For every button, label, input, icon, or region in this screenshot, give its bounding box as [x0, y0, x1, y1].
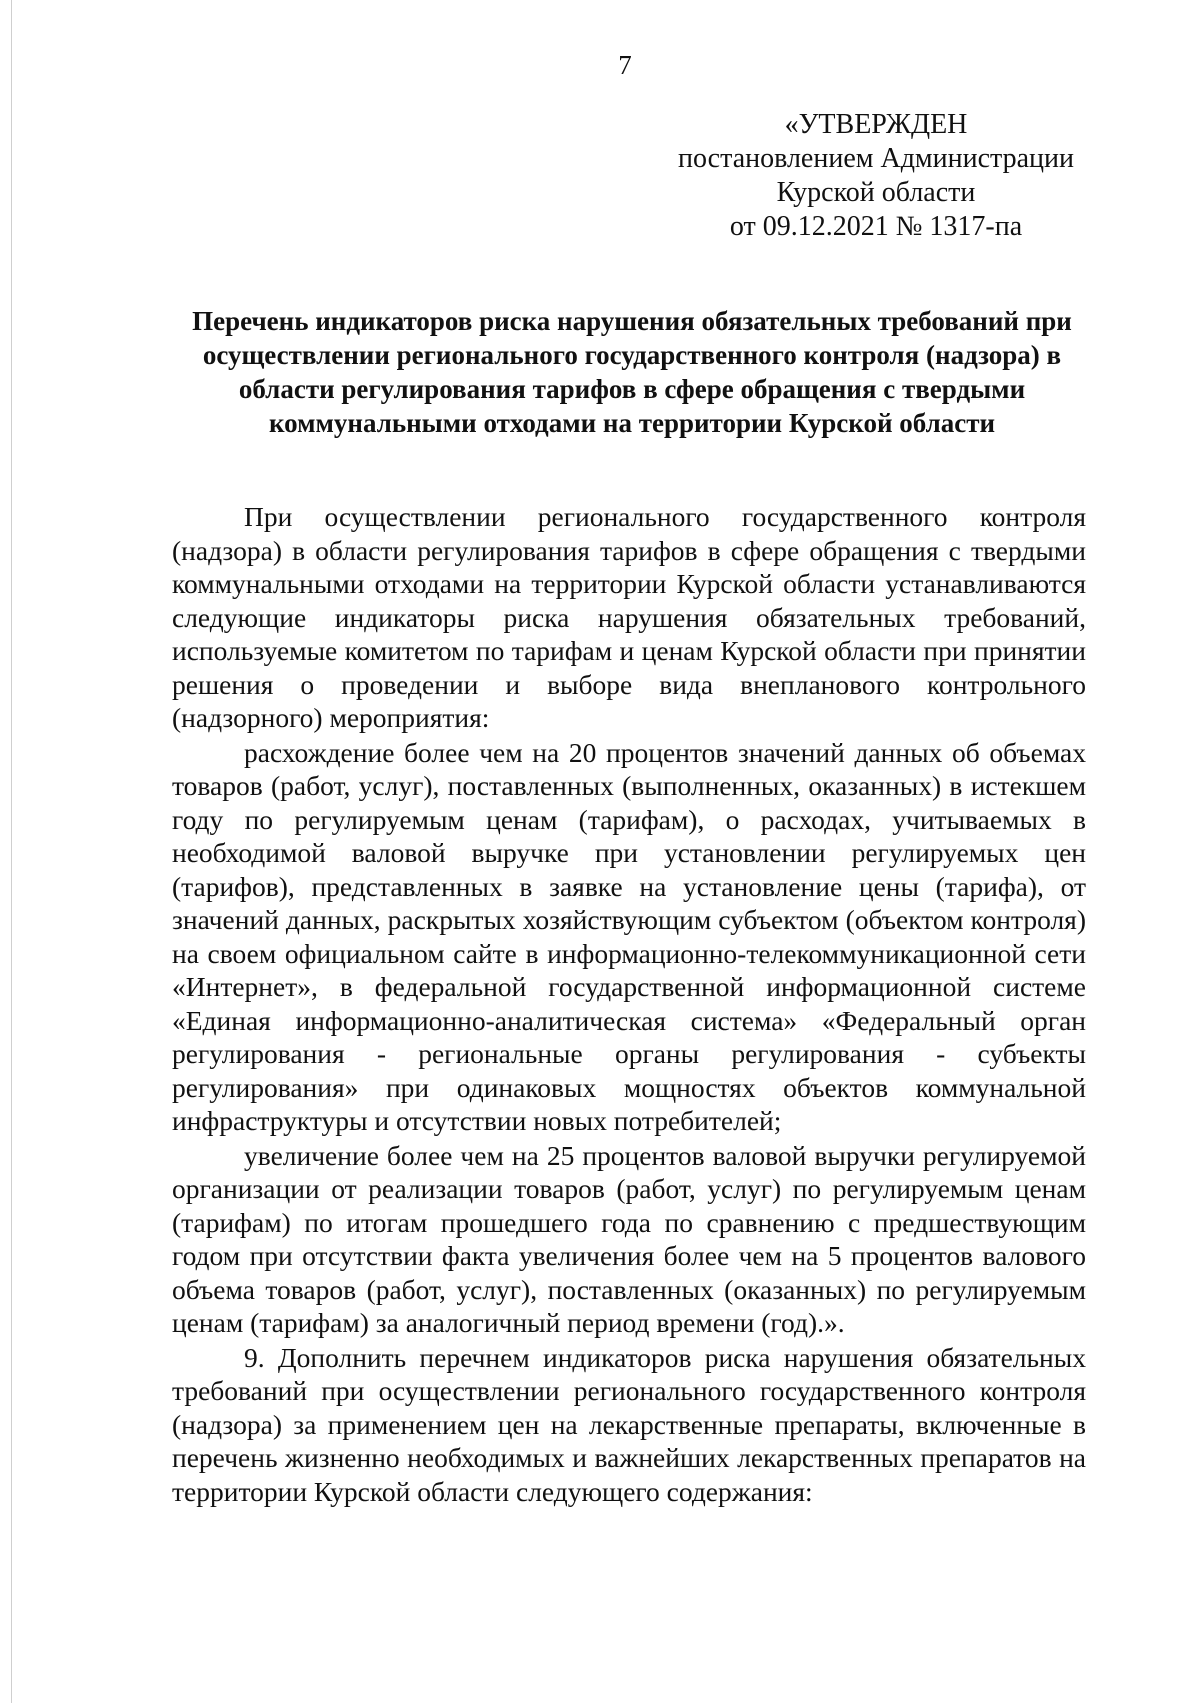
page-number: 7 [618, 50, 632, 80]
paragraph-indicator-1: расхождение более чем на 20 процентов значений данных об объемах товаров (работ, услуг), поставленных (выполненных, оказанных) в истекшем году по регулируемым ценам (тарифам), о расходах, учитываемых в необходимой валовой выручке при установлении регулируемых цен (тарифов), представленных в заявке на установление цены (тарифа), от значений данных, раскрытых хозяйствующим субъектом (объектом контроля) на своем официальном сайте в информационно-телекоммуникационной сети «Интернет», в федеральной государственной информационной системе «Единая информационно-аналитическая система» «Федеральный орган регулирования - региональные органы регулирования - субъекты регулирования» при одинаковых мощностях объектов коммунальной инфраструктуры и отсутствии новых потребителей; [172, 736, 1086, 1136]
approval-line-approved: «УТВЕРЖДЕН [784, 109, 968, 140]
scan-edge-line [11, 0, 12, 1703]
approval-line-region: Курской области [776, 177, 976, 208]
paragraph-item-9: 9. Дополнить перечнем индикаторов риска нарушения обязательных требований при осуществлении регионального государственного контроля (надзора) за применением цен на лекарственные препараты, включенные в перечень жизненно необходимых и важнейших лекарственных препаратов на территории Курской области следующего содержания: [172, 1341, 1086, 1507]
document-title: Перечень индикаторов риска нарушения обязательных требований при осуществлении регионального государственного контроля (надзора) в области регулирования тарифов в сфере обращения с твердыми коммунальными отходами на территории Курской области [192, 306, 1072, 438]
paragraph-intro: При осуществлении регионального государственного контроля (надзора) в области регулирования тарифов в сфере обращения с твердыми коммунальными отходами на территории Курской области устанавливаются следующие индикаторы риска нарушения обязательных требований, используемые комитетом по тарифам и ценам Курской области при принятии решения о проведении и выборе вида внепланового контрольного (надзорного) мероприятия: [172, 501, 1086, 733]
paragraph-indicator-2: увеличение более чем на 25 процентов валовой выручки регулируемой организации от реализации товаров (работ, услуг) по регулируемым ценам (тарифам) по итогам прошедшего года по сравнению с предшествующим годом при отсутствии факта увеличения более чем на 5 процентов валового объема товаров (работ, услуг), поставленных (оказанных) по регулируемым ценам (тарифам) за аналогичный период времени (год).». [172, 1139, 1086, 1338]
approval-line-resolution: постановлением Администрации [678, 143, 1074, 174]
approval-line-date-number: от 09.12.2021 № 1317-па [729, 211, 1023, 242]
document-body [172, 500, 1086, 1508]
approval-stamp-block [676, 108, 1076, 244]
